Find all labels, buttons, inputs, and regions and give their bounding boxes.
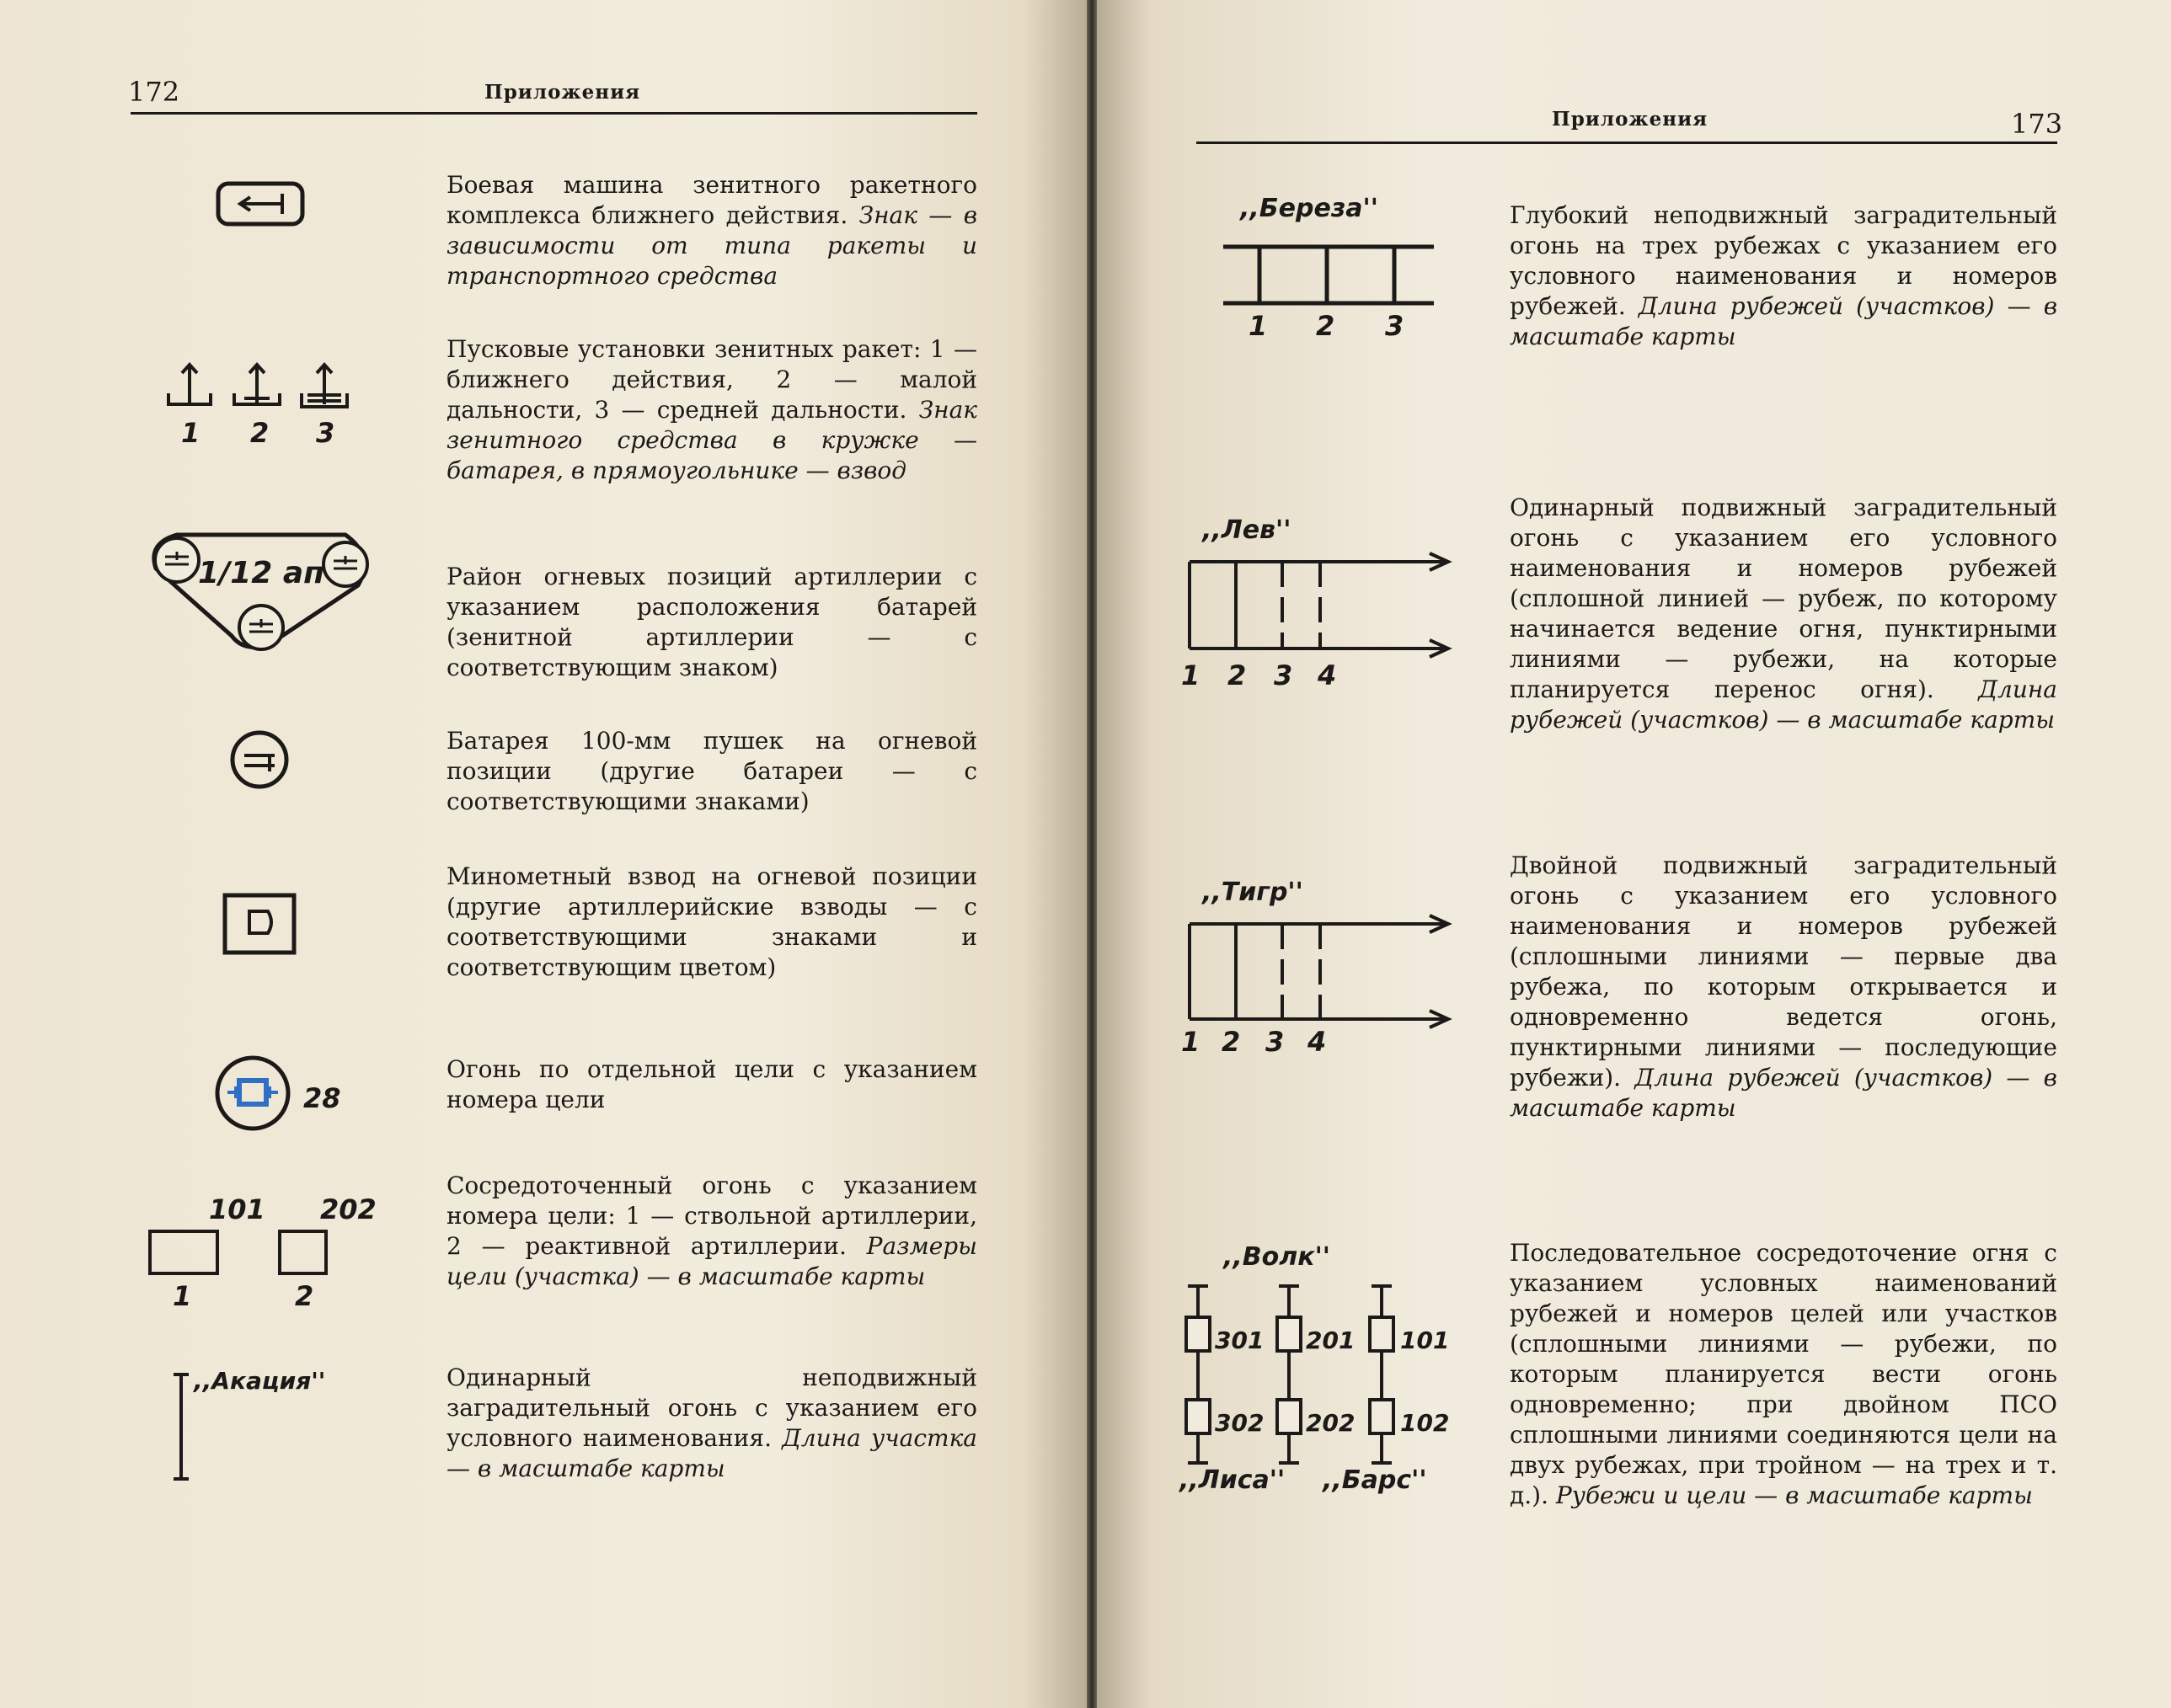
launcher-label-2: 2	[250, 417, 270, 449]
barrage-line-icon	[168, 1371, 194, 1485]
entry-single-moving-barrage: Одинарный подвижный заградительный огонь с указанием его условного наименования и номеров рубежей (сплошной линией — рубеж, по которому начинается ведение огня, пунктирными линиями — рубежи, на которые планируется перенос огня). Длина рубежей (участков) — в масштабе карты	[1510, 494, 2057, 734]
right-page-number: 173	[2011, 108, 2063, 140]
concentrated-fire-icon	[143, 1228, 337, 1278]
bereza-line-2: 2	[1316, 310, 1335, 342]
sam-vehicle-icon	[215, 179, 307, 229]
entry-static-barrage: Одинарный неподвижный заградительный огонь с указанием его условного наименования. Длина участка — в масштабе карты	[446, 1364, 977, 1482]
book-spine	[1087, 0, 1097, 1708]
lev-label: ,,Лев''	[1202, 515, 1291, 545]
tigr-line-2: 2	[1222, 1026, 1241, 1058]
tigr-label: ,,Тигр''	[1202, 878, 1303, 907]
target-201: 201	[1306, 1326, 1356, 1354]
target-302: 302	[1215, 1409, 1265, 1437]
entry-battery-100mm: Батарея 100-мм пушек на огневой позиции (другие батареи — с соответствующими знаками)	[446, 727, 977, 815]
lev-line-1: 1	[1181, 659, 1200, 691]
deep-static-barrage-icon	[1219, 240, 1438, 307]
entry-mortar-platoon: Минометный взвод на огневой позиции (другие артиллерийские взводы — с соответствующими знаками и соответствующим цветом)	[446, 862, 977, 981]
entry-sam-vehicle: Боевая машина зенитного ракетного комплекса ближнего действия. Знак — в зависимости от типа ракеты и транспортного средства	[446, 171, 977, 290]
concentrated-label-101: 101	[209, 1193, 265, 1225]
target-number-label: 28	[303, 1082, 341, 1114]
entry-target-fire: Огонь по отдельной цели с указанием номера цели	[446, 1055, 977, 1113]
tigr-line-1: 1	[1181, 1026, 1200, 1058]
barrage-name-label: ,,Акация''	[194, 1367, 326, 1395]
launcher-label-3: 3	[316, 417, 335, 449]
lisa-label: ,,Лиса''	[1179, 1465, 1286, 1495]
tigr-line-4: 4	[1307, 1026, 1327, 1058]
target-102: 102	[1400, 1409, 1450, 1437]
target-301: 301	[1215, 1326, 1265, 1354]
battery-100mm-icon	[226, 726, 293, 793]
concentrated-label-1: 1	[173, 1280, 192, 1312]
lev-line-4: 4	[1318, 659, 1337, 691]
concentrated-label-202: 202	[320, 1193, 377, 1225]
artillery-area-label: 1/12 ап	[198, 556, 324, 590]
target-202: 202	[1306, 1409, 1356, 1437]
left-header-rule	[131, 112, 977, 115]
volk-label: ,,Волк''	[1223, 1242, 1330, 1272]
bereza-line-3: 3	[1385, 310, 1404, 342]
lev-line-2: 2	[1227, 659, 1247, 691]
lev-line-3: 3	[1274, 659, 1293, 691]
entry-successive-concentration: Последовательное сосредоточение огня с указанием условных наименований рубежей и номеров целей или участков (сплошными линиями — рубежи, по которым планируется вести огонь одновременно; при двойном ПСО сплошными линиями соединяются цели на двух рубежах, при тройном — на трех и т. д.). Рубежи и цели — в масштабе карты	[1510, 1239, 2057, 1509]
double-moving-barrage-icon	[1185, 914, 1472, 1027]
target-fire-icon	[212, 1053, 297, 1137]
target-101: 101	[1400, 1326, 1450, 1354]
concentrated-label-2: 2	[295, 1280, 314, 1312]
left-page-number: 172	[128, 76, 180, 108]
entry-deep-static-barrage: Глубокий неподвижный заградительный огонь на трех рубежах с указанием его условного наименования и номеров рубежей. Длина рубежей (участков) — в масштабе карты	[1510, 201, 2057, 350]
bars-label: ,,Барс''	[1323, 1465, 1427, 1495]
mortar-platoon-icon	[221, 891, 301, 958]
right-header-rule	[1196, 141, 2057, 144]
tigr-line-3: 3	[1265, 1026, 1285, 1058]
entry-missile-launchers: Пусковые установки зенитных ракет: 1 — ближнего действия, 2 — малой дальности, 3 — средней дальности. Знак зенитного средства в кружке — батарея, в прямоугольнике — взвод	[446, 335, 977, 484]
moving-barrage-icon	[1185, 552, 1472, 657]
bereza-label: ,,Береза''	[1240, 194, 1378, 223]
bereza-line-1: 1	[1249, 310, 1268, 342]
left-page-header: Приложения	[484, 81, 641, 104]
right-page	[1097, 0, 2171, 1708]
entry-double-moving-barrage: Двойной подвижный заградительный огонь с указанием его условного наименования и номеров рубежей (сплошными линиями — первые два рубежа, по которым открывается и одновременно ведется огонь, пунктирными линиями — последующие рубежи). Длина рубежей (участков) — в масштабе карты	[1510, 851, 2057, 1122]
entry-concentrated-fire: Сосредоточенный огонь с указанием номера цели: 1 — ствольной артиллерии, 2 — реактивной артиллерии. Размеры цели (участка) — в масштабе карты	[446, 1172, 977, 1290]
entry-artillery-area: Район огневых позиций артиллерии с указанием расположения батарей (зенитной артиллерии — с соответствующим знаком)	[446, 563, 977, 681]
right-page-header: Приложения	[1552, 108, 1708, 131]
launcher-label-1: 1	[181, 417, 201, 449]
successive-concentration-icon	[1181, 1282, 1501, 1467]
